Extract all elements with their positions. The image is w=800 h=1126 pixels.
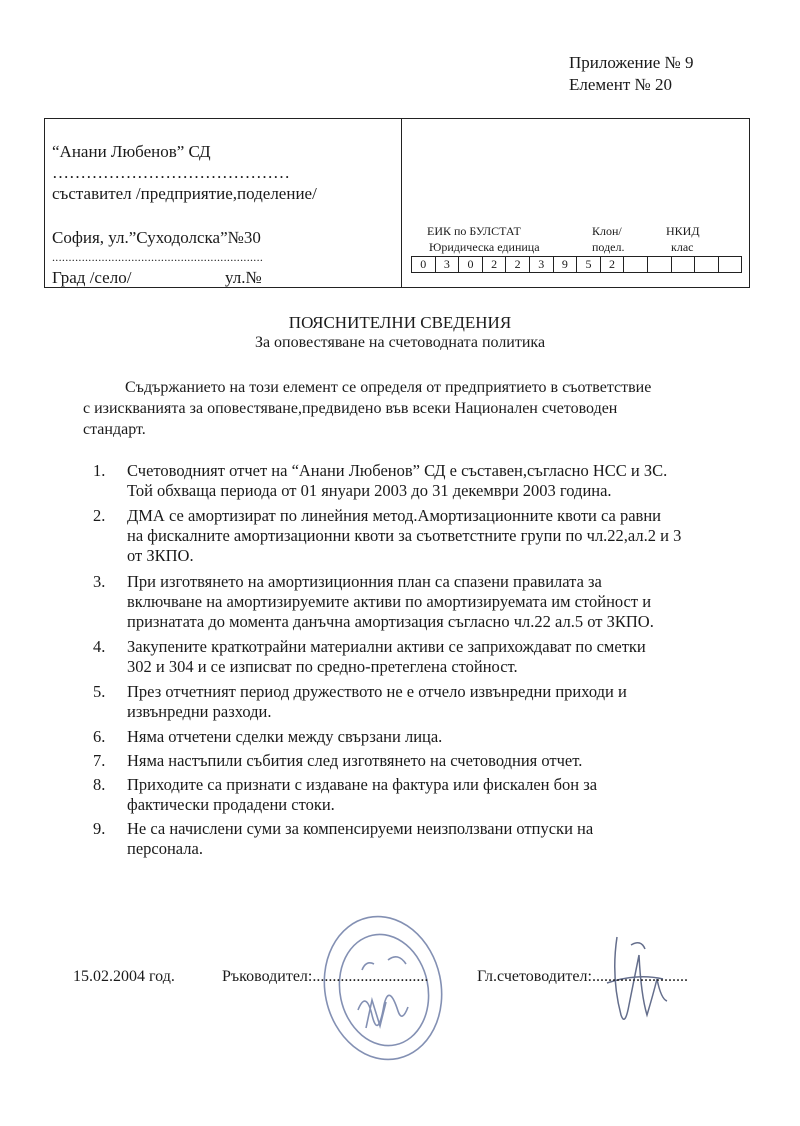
eik-digit bbox=[719, 257, 742, 272]
item-number: 5. bbox=[93, 682, 106, 701]
intro-line: с изискванията за оповестяване,предвидено във всеки Национален счетоводен bbox=[83, 400, 618, 417]
list-item bbox=[93, 819, 753, 859]
item-number: 4. bbox=[93, 637, 106, 656]
eik-digit-boxes bbox=[411, 256, 742, 273]
item-number: 9. bbox=[93, 819, 106, 838]
element-number: Елемент № 20 bbox=[569, 75, 672, 94]
eik-digit bbox=[648, 257, 672, 272]
item-line: Няма отчетени сделки между свързани лица. bbox=[127, 727, 443, 746]
item-number: 7. bbox=[93, 751, 106, 770]
company-name: “Анани Любенов” СД bbox=[52, 142, 211, 161]
item-line: През отчетният период дружеството не е отчело извънредни приходи и bbox=[127, 682, 627, 701]
document-title: ПОЯСНИТЕЛНИ СВЕДЕНИЯ bbox=[288, 313, 512, 332]
subdivision-label: подел. bbox=[592, 240, 625, 254]
list-item bbox=[93, 461, 753, 501]
intro-line: Съдържанието на този елемент се определя от предприятието в съответствие bbox=[125, 379, 652, 396]
item-number: 3. bbox=[93, 572, 106, 591]
eik-digit: 3 bbox=[530, 257, 554, 272]
item-line: Приходите са признати с издаване на фактура или фискален бон за bbox=[127, 775, 598, 794]
eik-digit: 5 bbox=[577, 257, 601, 272]
list-item bbox=[93, 727, 753, 747]
intro-paragraph bbox=[83, 377, 683, 440]
item-number: 1. bbox=[93, 461, 106, 480]
item-line: персонала. bbox=[127, 839, 203, 858]
list-item bbox=[93, 775, 753, 815]
eik-digit bbox=[695, 257, 719, 272]
item-line: Не са начислени суми за компенсируеми неизползвани отпуски на bbox=[127, 819, 594, 838]
item-line: Закупените краткотрайни материални активи се заприхождават по сметки bbox=[127, 637, 646, 656]
policy-list bbox=[93, 461, 753, 859]
manager-signature-line: Ръководител:............................. bbox=[222, 968, 429, 985]
annex-reference bbox=[569, 52, 693, 96]
list-item bbox=[93, 572, 753, 632]
item-number: 6. bbox=[93, 727, 106, 746]
list-item bbox=[93, 751, 753, 771]
address-dots: ................................................................ bbox=[52, 250, 264, 264]
item-line: фактически продадени стоки. bbox=[127, 795, 335, 814]
document-subtitle: За оповестяване на счетоводната политика bbox=[254, 334, 546, 351]
eik-digit: 2 bbox=[483, 257, 507, 272]
eik-digit bbox=[672, 257, 696, 272]
eik-digit: 9 bbox=[554, 257, 578, 272]
item-line: на фискалните амортизационни квоти за съответстните групи по чл.22,ал.2 и 3 bbox=[127, 526, 682, 545]
header-divider bbox=[401, 118, 402, 288]
nkid-label: НКИД bbox=[666, 224, 700, 238]
eik-digit: 2 bbox=[601, 257, 625, 272]
annex-number: Приложение № 9 bbox=[569, 53, 694, 72]
eik-digit: 0 bbox=[412, 257, 436, 272]
item-line: признатата до момента данъчна амортизация съгласно чл.22 ал.5 от ЗКПО. bbox=[127, 612, 654, 631]
eik-digit: 0 bbox=[459, 257, 483, 272]
list-item bbox=[93, 682, 753, 722]
eik-digit bbox=[624, 257, 648, 272]
legal-entity-label: Юридическа единица bbox=[429, 240, 540, 254]
item-line: извънредни разходи. bbox=[127, 702, 272, 721]
eik-digit: 3 bbox=[436, 257, 460, 272]
chief-accountant-signature-line: Гл.счетоводител:........................ bbox=[477, 968, 688, 985]
item-number: 2. bbox=[93, 506, 106, 525]
item-line: от ЗКПО. bbox=[127, 546, 194, 565]
item-line: Няма настъпили събития след изготвянето на счетоводния отчет. bbox=[127, 751, 583, 770]
item-number: 8. bbox=[93, 775, 106, 794]
list-item bbox=[93, 506, 753, 566]
item-line: включване на амортизируемите активи по амортизируемата им стойност и bbox=[127, 592, 652, 611]
intro-line: стандарт. bbox=[83, 421, 146, 438]
street-label: ул.№ bbox=[225, 268, 262, 287]
item-line: При изготвянето на амортизиционния план са спазени правилата за bbox=[127, 572, 602, 591]
company-address: София, ул.”Суходолска”№30 bbox=[52, 228, 261, 247]
branch-label: Клон/ bbox=[592, 224, 622, 238]
city-label: Град /село/ bbox=[52, 268, 132, 287]
document-date: 15.02.2004 год. bbox=[73, 968, 175, 985]
class-label: клас bbox=[671, 240, 694, 254]
item-line: ДМА се амортизират по линейния метод.Амортизационните квоти са равни bbox=[127, 506, 662, 525]
item-line: 302 и 304 и се изписват по средно-претеглена стойност. bbox=[127, 657, 518, 676]
eik-label: ЕИК по БУЛСТАТ bbox=[427, 224, 521, 238]
item-line: Счетоводният отчет на “Анани Любенов” СД е съставен,съгласно НСС и ЗС. bbox=[127, 461, 668, 480]
item-line: Той обхваща периода от 01 януари 2003 до 31 декември 2003 година. bbox=[127, 481, 612, 500]
list-item bbox=[93, 637, 753, 677]
compiler-label: съставител /предприятие,поделение/ bbox=[52, 184, 317, 203]
eik-digit: 2 bbox=[506, 257, 530, 272]
company-dots: …………………………………… bbox=[52, 163, 290, 182]
